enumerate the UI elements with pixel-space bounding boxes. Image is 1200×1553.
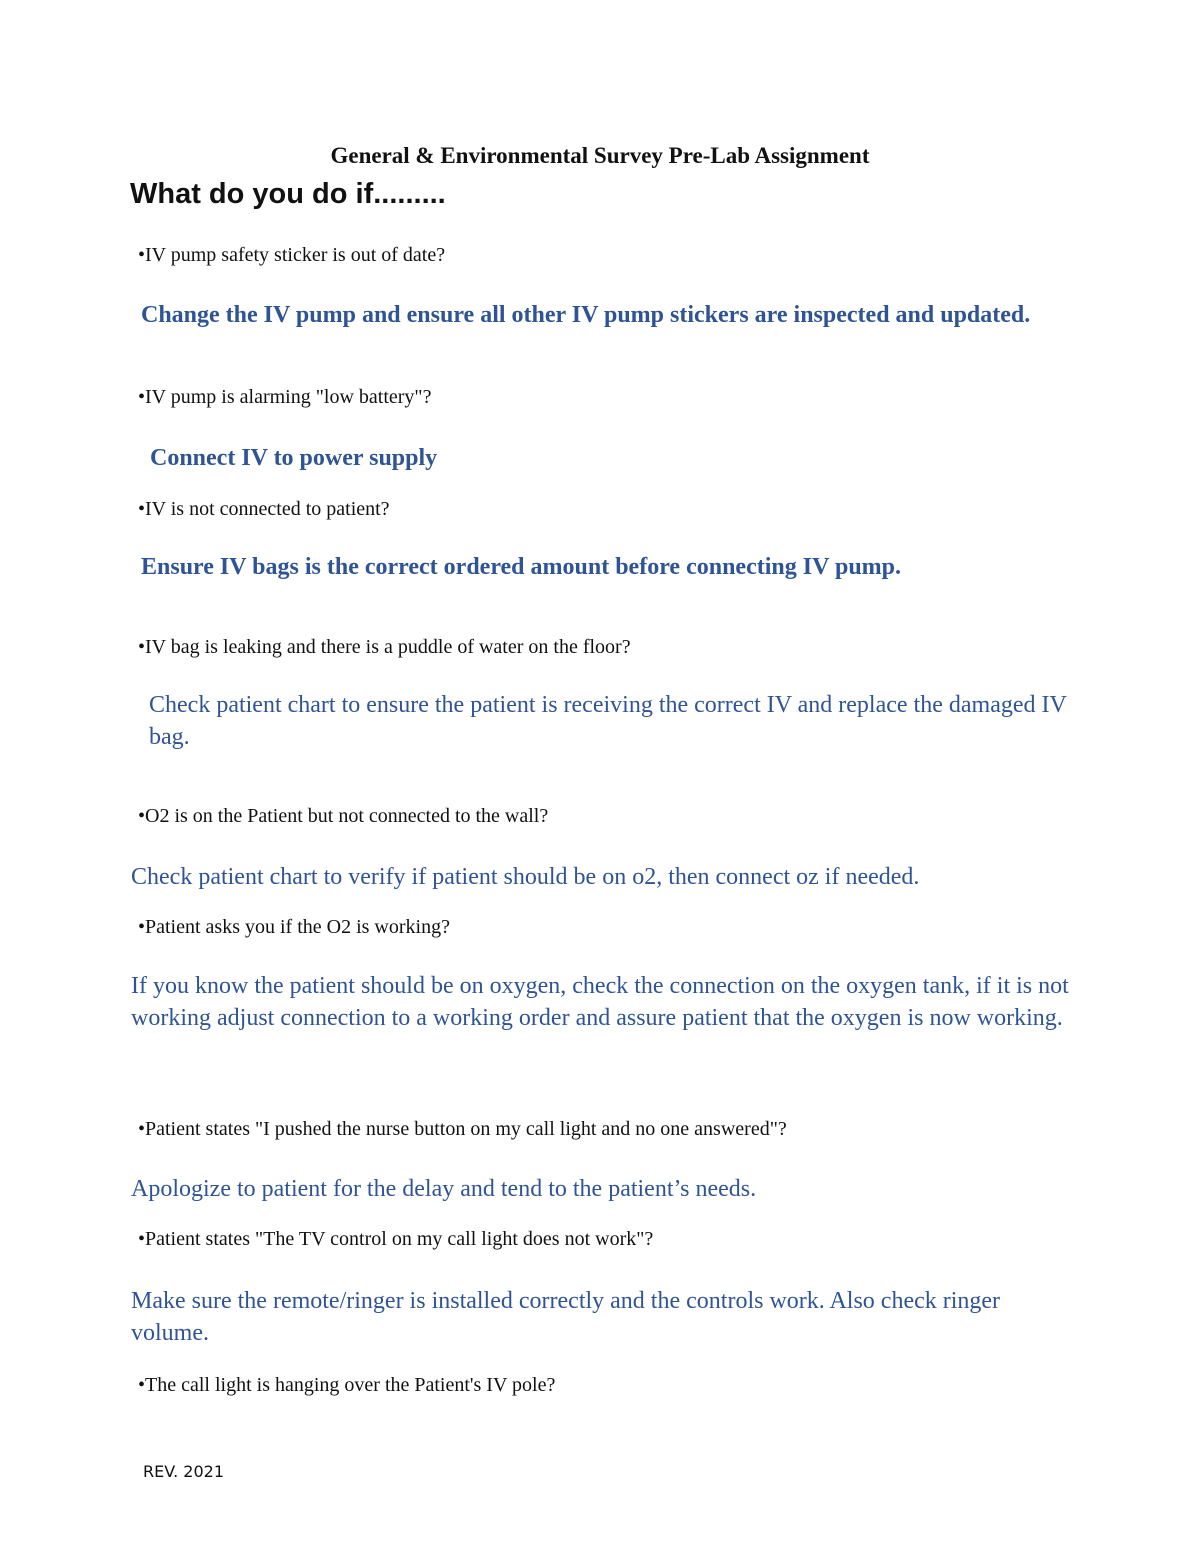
answer-5: Check patient chart to verify if patient should be on o2, then connect oz if needed. bbox=[131, 864, 920, 890]
question-2: •IV pump is alarming "low battery"? bbox=[138, 386, 432, 408]
question-4: •IV bag is leaking and there is a puddle of water on the floor? bbox=[138, 636, 631, 658]
question-3: •IV is not connected to patient? bbox=[138, 498, 390, 520]
question-1: •IV pump safety sticker is out of date? bbox=[138, 244, 446, 266]
answer-6: If you know the patient should be on oxygen, check the connection on the oxygen tank, if it is not working adjust connection to a working order and assure patient that the oxygen is now working. bbox=[131, 973, 1069, 1031]
answer-8: Make sure the remote/ringer is installed correctly and the controls work. Also check ringer volume. bbox=[131, 1288, 1001, 1346]
question-6: •Patient asks you if the O2 is working? bbox=[138, 916, 450, 938]
question-7: •Patient states "I pushed the nurse button on my call light and no one answered"? bbox=[138, 1118, 787, 1140]
question-5: •O2 is on the Patient but not connected to the wall? bbox=[138, 805, 549, 827]
answer-4: Check patient chart to ensure the patient is receiving the correct IV and replace the damaged IV bag. bbox=[149, 692, 1067, 750]
question-8: •Patient states "The TV control on my call light does not work"? bbox=[138, 1228, 654, 1250]
answer-3: Ensure IV bags is the correct ordered amount before connecting IV pump. bbox=[141, 554, 902, 580]
answer-1: Change the IV pump and ensure all other IV pump stickers are inspected and updated. bbox=[141, 302, 1031, 328]
section-heading: What do you do if......... bbox=[130, 178, 446, 210]
revision-footer: REV. 2021 bbox=[143, 1462, 224, 1481]
answer-2: Connect IV to power supply bbox=[150, 445, 438, 471]
document-title: General & Environmental Survey Pre-Lab Assignment bbox=[330, 143, 870, 168]
answer-7: Apologize to patient for the delay and tend to the patient’s needs. bbox=[131, 1176, 757, 1202]
question-9: •The call light is hanging over the Patient's IV pole? bbox=[138, 1374, 556, 1396]
